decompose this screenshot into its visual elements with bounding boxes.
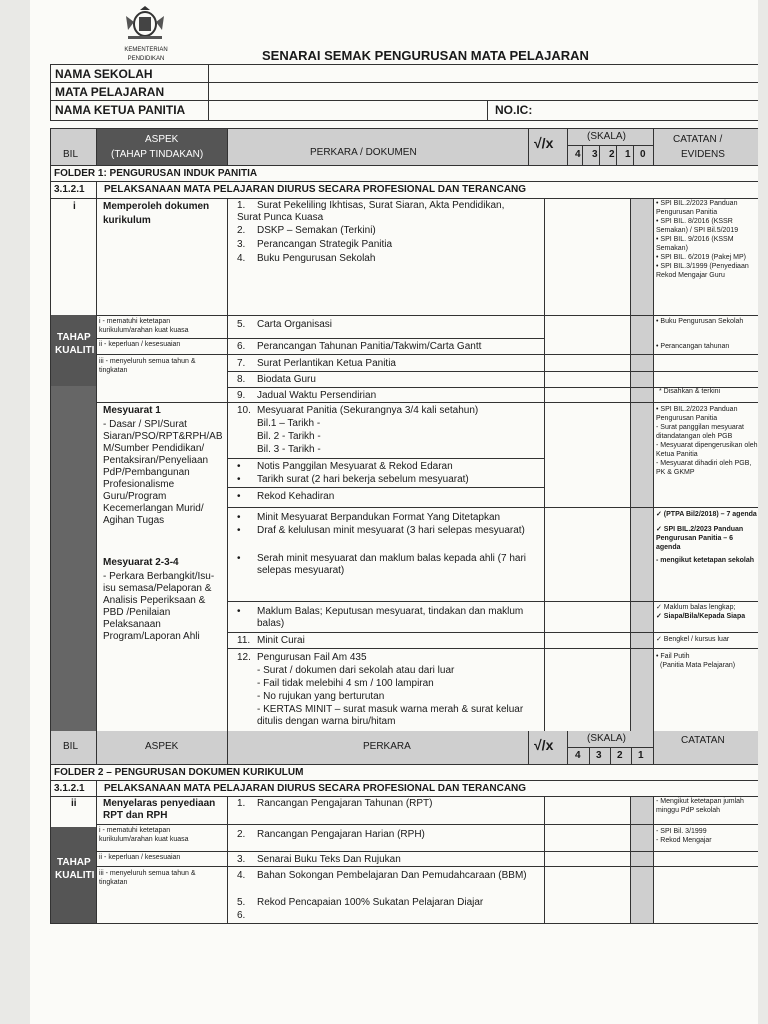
row-ii-item-4: 4. Bahan Sokongan Pembelajaran Dan Pemudahcaraan (BBM) <box>237 870 527 881</box>
t2-tick-header: √/x <box>534 737 554 753</box>
checklist-table-1 <box>50 128 758 733</box>
row-i-catatan: • SPI BIL.2/2023 Panduan Pengurusan Panitia • SPI BIL. 8/2016 (KSSR Semakan) / SPI Bil.5/2019 • SPI BIL. 9/2016 (KSSM Semakan) • SPI BIL. 6/2019 (Pakej MP) • SPI BIL.3/1999 (Penyediaan Rekod Mengajar Guru <box>656 200 749 279</box>
t2-tahap-q2: ii - keperluan / kesesuaian <box>99 854 181 861</box>
bullet-tarikh: • Tarikh surat (2 hari bekerja sebelum mesyuarat) <box>237 474 469 485</box>
t2-scale-2: 2 <box>617 750 623 761</box>
t2-perkara-header: PERKARA <box>363 741 411 752</box>
ministry-crest <box>120 6 170 42</box>
scale-3: 3 <box>592 149 598 160</box>
row-ii-aspek: Menyelaras penyediaan RPT dan RPH <box>103 798 216 821</box>
scale-1: 1 <box>625 149 631 160</box>
t2-bil-header: BIL <box>63 741 79 752</box>
mesyuarat-2-desc: - Perkara Berbangkit/Isu-isu semasa/Pelaporan & Analisis Peperiksaan & PBD /Penilaian Pelaksanaan Program/Laporan Ahli <box>103 571 215 642</box>
t2-tahap-label: TAHAP <box>57 857 91 868</box>
t2-tahap-q1: i - mematuhi ketetapan kurikulum/arahan kuat kuasa <box>99 827 189 843</box>
mata-pelajaran-label: MATA PELAJARAN <box>55 85 165 99</box>
tahap-label: TAHAP <box>57 332 91 343</box>
bullet-maklum-balas: • Maklum Balas; Keputusan mesyuarat, tindakan dan maklum balas) <box>237 606 524 629</box>
item-9: 9. Jadual Waktu Persendirian <box>237 390 377 401</box>
scale-2: 2 <box>609 149 615 160</box>
bullet-minit-format: • Minit Mesyuarat Berpandukan Format Yang Ditetapkan <box>237 512 501 523</box>
item-12-sub-2: - Fail tidak melebihi 4 sm / 100 lampiran <box>257 678 434 689</box>
bullet-serah-minit: • Serah minit mesyuarat dan maklum balas kepada ahli (7 hari selepas mesyuarat) <box>237 553 527 576</box>
row-ii-item-1: 1. Rancangan Pengajaran Tahunan (RPT) <box>237 798 433 809</box>
mesyuarat-2-title: Mesyuarat 2-3-4 <box>103 557 179 568</box>
t2-tahap-q3: iii - menyeluruh semua tahun & tingkatan <box>99 870 196 886</box>
tahap-q2: ii - keperluan / kesesuaian <box>99 341 181 348</box>
tahap-q1: i - mematuhi ketetapan kurikulum/arahan kuat kuasa <box>99 318 189 334</box>
item-10-bil-2: Bil. 2 - Tarikh - <box>257 431 321 442</box>
scale-0: 0 <box>640 149 646 160</box>
t2-catatan-header: CATATAN <box>681 735 725 746</box>
aspek-header: ASPEK <box>145 134 179 145</box>
bullet-rekod-kehadiran: • Rekod Kehadiran <box>237 491 335 502</box>
checklist-table-2 <box>50 731 758 924</box>
row-i-aspek: Memperoleh dokumen kurikulum <box>103 201 210 226</box>
t2-scale-1: 1 <box>638 750 644 761</box>
skala-header: (SKALA) <box>587 131 626 142</box>
mesyuarat-1-title: Mesyuarat 1 <box>103 405 161 416</box>
folder-1-title: FOLDER 1: PENGURUSAN INDUK PANITIA <box>54 168 258 179</box>
catatan-item-10: • SPI BIL.2/2023 Panduan Pengurusan Panitia - Surat panggilan mesyuarat ditandatangan oleh PGB - Mesyuarat dipengerusikan oleh Ketua Panitia - Mesyuarat dihadiri oleh PGB, PK & GKMP <box>656 406 758 476</box>
catatan-header: CATATAN / <box>673 134 723 145</box>
bullet-draf-minit: • Draf & kelulusan minit mesyuarat (3 hari selepas mesyuarat) <box>237 525 525 536</box>
bullet-notis: • Notis Panggilan Mesyuarat & Rekod Edaran <box>237 461 453 472</box>
row-i-item-2: 2. DSKP – Semakan (Terkini) <box>237 225 376 236</box>
nama-sekolah-label: NAMA SEKOLAH <box>55 67 153 81</box>
t2-kualiti-label: KUALITI <box>55 870 95 881</box>
item-10-bil-1: Bil.1 – Tarikh - <box>257 418 321 429</box>
catatan-item-12: • Fail Putih (Panitia Mata Pelajaran) <box>656 653 736 669</box>
nama-ketua-panitia-label: NAMA KETUA PANITIA <box>55 103 186 117</box>
t2-scale-3: 3 <box>596 750 602 761</box>
section-1-title: PELAKSANAAN MATA PELAJARAN DIURUS SECARA PROFESIONAL DAN TERANCANG <box>104 184 527 195</box>
item-12: 12. Pengurusan Fail Am 435 <box>237 652 367 663</box>
section-2-title: PELAKSANAAN MATA PELAJARAN DIURUS SECARA PROFESIONAL DAN TERANCANG <box>104 783 527 794</box>
document-title: SENARAI SEMAK PENGURUSAN MATA PELAJARAN <box>262 48 589 63</box>
section-1-number: 3.1.2.1 <box>54 184 85 195</box>
t2-skala-header: (SKALA) <box>587 733 626 744</box>
item-11: 11. Minit Curai <box>237 635 305 646</box>
item-10-bil-3: Bil. 3 - Tarikh - <box>257 444 321 455</box>
item-10: 10. Mesyuarat Panitia (Sekurangnya 3/4 kali setahun) <box>237 405 479 416</box>
perkara-dokumen-header: PERKARA / DOKUMEN <box>310 147 417 158</box>
evidens-header: EVIDENS <box>681 149 725 160</box>
catatan-item-11: ✓ Bengkel / kursus luar <box>656 636 730 643</box>
catatan-item-6: • Perancangan tahunan <box>656 343 730 350</box>
row-i-bil: i <box>73 201 76 212</box>
row-i-item-3: 3. Perancangan Strategik Panitia <box>237 239 393 250</box>
item-8: 8. Biodata Guru <box>237 374 316 385</box>
info-box <box>50 64 758 121</box>
row-ii-bil: ii <box>71 798 77 809</box>
mesyuarat-1-desc: - Dasar / SPI/Surat Siaran/PSO/RPT&RPH/AB M/Sumber Pendidikan/ Pentaksiran/Penyeliaan PdP/Pembangunan Profesionalisme Guru/Program Kecemerlangan Murid/ Agihan Tugas <box>103 419 223 526</box>
row-i-item-4: 4. Buku Pengurusan Sekolah <box>237 253 376 264</box>
tahap-tindakan-header: (TAHAP TINDAKAN) <box>111 149 204 160</box>
t2-aspek-header: ASPEK <box>145 741 179 752</box>
no-ic-label: NO.IC: <box>495 103 533 117</box>
tick-header: √/x <box>534 135 554 151</box>
catatan-item-5: • Buku Pengurusan Sekolah <box>656 318 744 325</box>
row-ii-item-5: 5. Rekod Pencapaian 100% Sukatan Pelajaran Diajar <box>237 897 484 908</box>
row-ii-item-3: 3. Senarai Buku Teks Dan Rujukan <box>237 854 401 865</box>
row-ii-catatan-2: - SPI Bil. 3/1999 - Rekod Mengajar <box>656 828 712 844</box>
item-12-sub-4: - KERTAS MINIT – surat masuk warna merah & surat keluar ditulis dengan warna biru/hitam <box>257 704 524 727</box>
item-6: 6. Perancangan Tahunan Panitia/Takwim/Carta Gantt <box>237 341 482 352</box>
catatan-minit: ✓ (PTPA Bil2/2018) – 7 agenda ✓ SPI BIL.2/2023 Panduan Pengurusan Panitia – 6 agenda - mengikut ketetapan sekolah <box>656 511 757 564</box>
catatan-maklum-balas: ✓ Maklum balas lengkap; ✓ Siapa/Bila/Kepada Siapa <box>656 604 746 620</box>
checklist-page <box>30 0 758 1024</box>
ministry-name: KEMENTERIAN PENDIDIKAN <box>124 47 168 62</box>
catatan-item-9: * Disahkan & terkini <box>659 388 721 395</box>
row-ii-item-6: 6. <box>237 910 246 921</box>
row-ii-catatan-1: - Mengikut ketetapan jumlah minggu PdP sekolah <box>656 798 744 814</box>
tahap-q3: iii - menyeluruh semua tahun & tingkatan <box>99 358 196 374</box>
item-7: 7. Surat Perlantikan Ketua Panitia <box>237 358 396 369</box>
item-5: 5. Carta Organisasi <box>237 319 333 330</box>
bil-header: BIL <box>63 149 79 160</box>
scale-4: 4 <box>575 149 581 160</box>
folder-2-title: FOLDER 2 – PENGURUSAN DOKUMEN KURIKULUM <box>54 767 304 778</box>
row-i-item-1: 1. Surat Pekeliling Ikhtisas, Surat Siaran, Akta Pendidikan, Surat Punca Kuasa <box>237 200 505 223</box>
item-12-sub-1: - Surat / dokumen dari sekolah atau dari luar <box>257 665 455 676</box>
kualiti-label: KUALITI <box>55 345 95 356</box>
t2-scale-4: 4 <box>575 750 581 761</box>
item-12-sub-3: - No rujukan yang berturutan <box>257 691 385 702</box>
section-2-number: 3.1.2.1 <box>54 783 85 794</box>
row-ii-item-2: 2. Rancangan Pengajaran Harian (RPH) <box>237 829 425 840</box>
